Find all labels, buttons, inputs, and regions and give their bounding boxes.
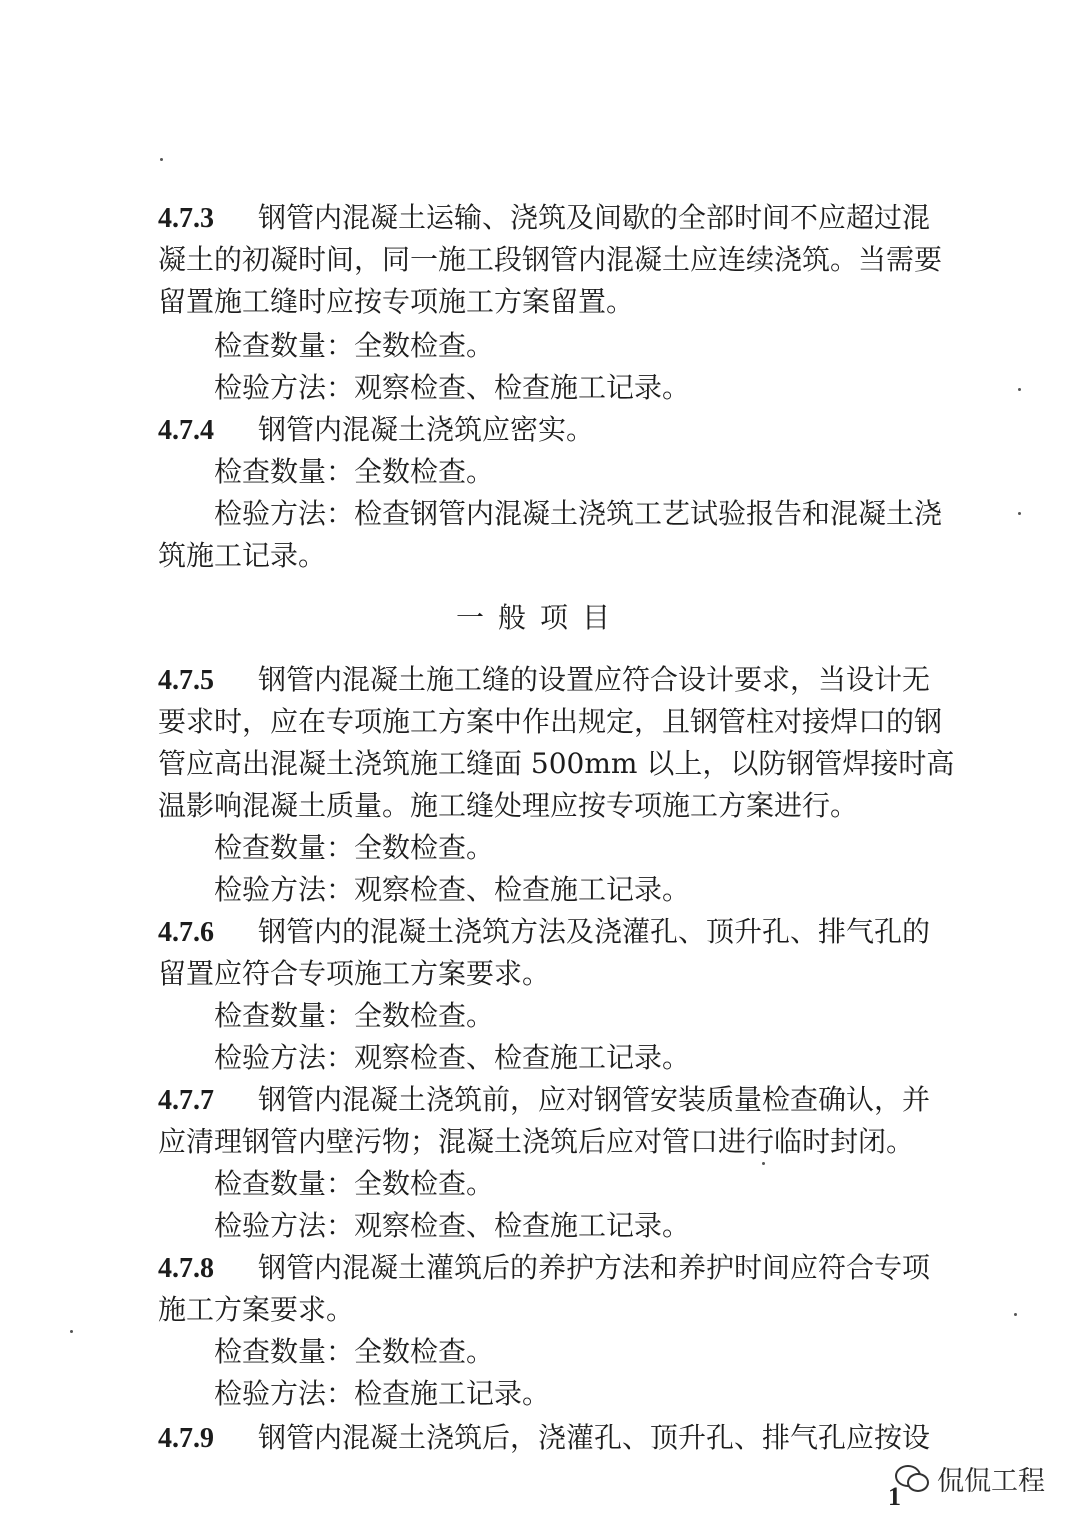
clause-line: 留置应符合专项施工方案要求。 xyxy=(158,957,551,990)
clause-first-line xyxy=(158,660,948,701)
check-quantity: 检查数量：全数检查。 xyxy=(214,455,495,488)
scan-speck xyxy=(1018,512,1021,515)
clause-number: 4.7.5 xyxy=(158,665,214,696)
clause-text: 钢管内混凝土浇筑应密实。 xyxy=(258,413,595,446)
check-quantity: 检查数量：全数检查。 xyxy=(214,1335,495,1368)
clause-text: 钢管内混凝土运输、浇筑及间歇的全部时间不应超过混 xyxy=(258,201,931,234)
clause-first-line xyxy=(158,410,948,451)
clause-number: 4.7.9 xyxy=(158,1423,214,1454)
clause-line: 施工方案要求。 xyxy=(158,1293,355,1326)
page-number: 1 xyxy=(888,1482,901,1511)
scan-speck xyxy=(160,158,163,161)
scan-speck xyxy=(1018,388,1021,391)
clause-first-line xyxy=(158,1080,948,1121)
clause-line: 管应高出混凝土浇筑施工缝面 500mm 以上，以防钢管焊接时高 xyxy=(158,747,955,780)
clause-number: 4.7.3 xyxy=(158,203,214,234)
clause-text: 钢管内混凝土灌筑后的养护方法和养护时间应符合专项 xyxy=(258,1251,931,1284)
clause-first-line xyxy=(158,1418,948,1459)
clause-number: 4.7.6 xyxy=(158,917,214,948)
check-method: 筑施工记录。 xyxy=(158,539,327,572)
clause-line: 凝土的初凝时间，同一施工段钢管内混凝土应连续浇筑。当需要 xyxy=(158,243,943,276)
clause-first-line xyxy=(158,912,948,953)
clause-line: 要求时，应在专项施工方案中作出规定，且钢管柱对接焊口的钢 xyxy=(158,705,943,738)
clause-text: 钢管内混凝土浇筑前，应对钢管安装质量检查确认，并 xyxy=(258,1083,931,1116)
clause-text: 钢管内的混凝土浇筑方法及浇灌孔、顶升孔、排气孔的 xyxy=(258,915,931,948)
check-method: 检验方法：检查施工记录。 xyxy=(214,1377,551,1410)
section-heading: 一般项目 xyxy=(455,601,624,634)
check-quantity: 检查数量：全数检查。 xyxy=(214,1167,495,1200)
check-quantity: 检查数量：全数检查。 xyxy=(214,999,495,1032)
clause-line: 温影响混凝土质量。施工缝处理应按专项施工方案进行。 xyxy=(158,789,859,822)
check-method: 检验方法：观察检查、检查施工记录。 xyxy=(214,371,691,404)
clause-line: 留置施工缝时应按专项施工方案留置。 xyxy=(158,285,635,318)
watermark xyxy=(895,1460,1045,1496)
clause-line: 应清理钢管内壁污物；混凝土浇筑后应对管口进行临时封闭。 xyxy=(158,1125,915,1158)
check-method: 检验方法：观察检查、检查施工记录。 xyxy=(214,1209,691,1242)
clause-first-line xyxy=(158,1248,948,1289)
clause-first-line xyxy=(158,198,948,239)
scan-speck xyxy=(1014,1313,1017,1316)
watermark-text: 侃侃工程 xyxy=(937,1465,1045,1497)
clause-number: 4.7.4 xyxy=(158,415,214,446)
clause-number: 4.7.7 xyxy=(158,1085,214,1116)
check-method: 检验方法：检查钢管内混凝土浇筑工艺试验报告和混凝土浇 xyxy=(214,497,943,530)
check-quantity: 检查数量：全数检查。 xyxy=(214,831,495,864)
clause-number: 4.7.8 xyxy=(158,1253,214,1284)
check-method: 检验方法：观察检查、检查施工记录。 xyxy=(214,1041,691,1074)
check-quantity: 检查数量：全数检查。 xyxy=(214,329,495,362)
scan-speck xyxy=(762,1162,765,1165)
scan-speck xyxy=(70,1330,73,1333)
check-method: 检验方法：观察检查、检查施工记录。 xyxy=(214,873,691,906)
clause-text: 钢管内混凝土浇筑后，浇灌孔、顶升孔、排气孔应按设 xyxy=(258,1421,931,1454)
clause-text: 钢管内混凝土施工缝的设置应符合设计要求，当设计无 xyxy=(258,663,931,696)
